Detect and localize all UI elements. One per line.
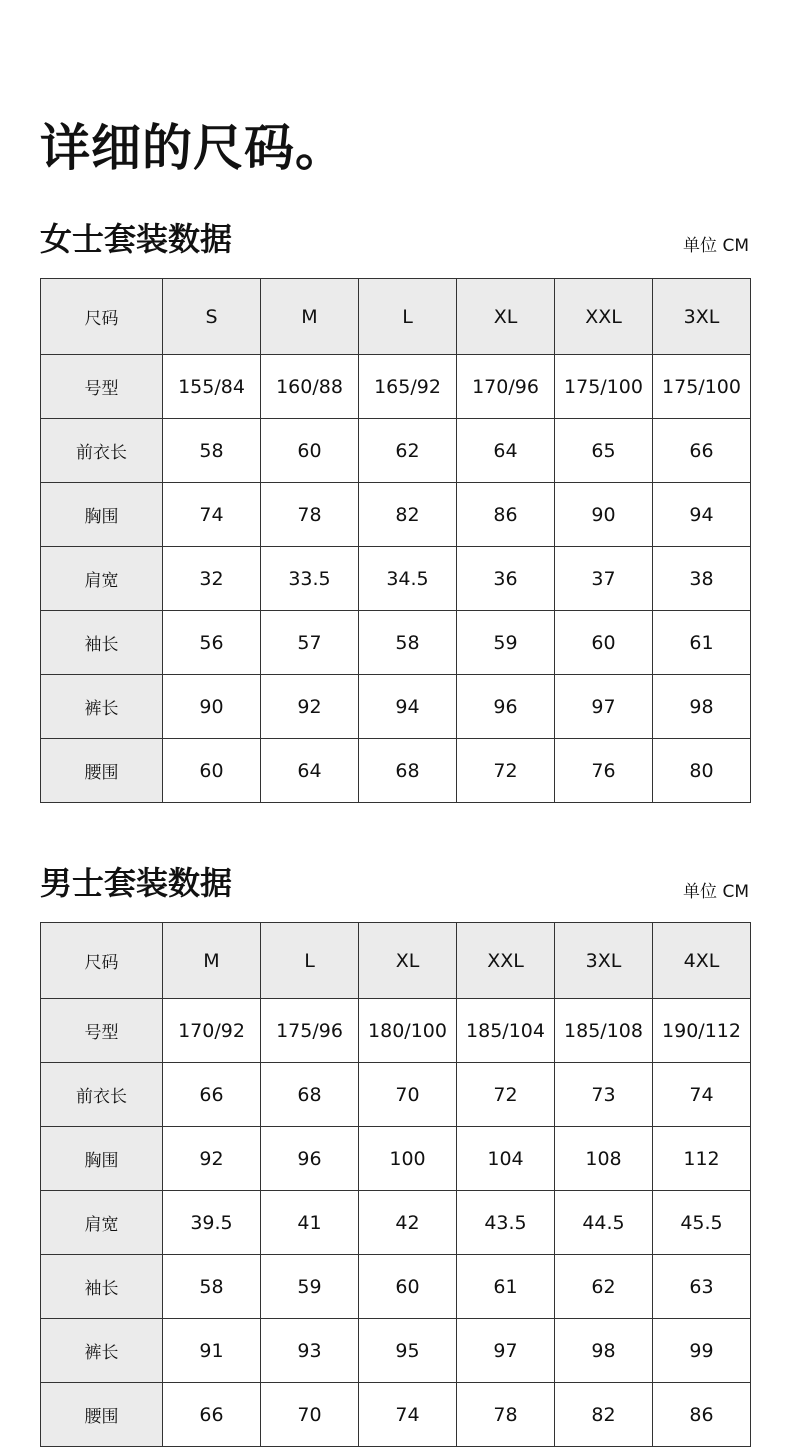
table-cell: 82 (359, 483, 457, 547)
table-cell: 92 (261, 675, 359, 739)
table-cell: 97 (457, 1319, 555, 1383)
row-label: 腰围 (41, 1383, 163, 1447)
table-cell: 42 (359, 1191, 457, 1255)
size-table-men (40, 922, 751, 1447)
table-cell: 60 (261, 419, 359, 483)
table-cell: 74 (163, 483, 261, 547)
table-cell: 78 (261, 483, 359, 547)
table-row (41, 739, 751, 803)
row-label: 号型 (41, 355, 163, 419)
row-label: 裤长 (41, 675, 163, 739)
table-cell: 76 (555, 739, 653, 803)
table-cell: 70 (359, 1063, 457, 1127)
row-label: 号型 (41, 999, 163, 1063)
size-header-row (41, 279, 751, 355)
table-cell: 60 (359, 1255, 457, 1319)
table-cell: 43.5 (457, 1191, 555, 1255)
table-cell: 108 (555, 1127, 653, 1191)
row-label: 裤长 (41, 1319, 163, 1383)
table-cell: 58 (163, 1255, 261, 1319)
table-cell: 32 (163, 547, 261, 611)
size-header-cell: XXL (555, 279, 653, 355)
table-row (41, 547, 751, 611)
section-title-women: 女士套装数据 (40, 220, 233, 258)
table-cell: 62 (555, 1255, 653, 1319)
table-row (41, 1063, 751, 1127)
table-cell: 61 (457, 1255, 555, 1319)
table-row (41, 1127, 751, 1191)
size-header-cell: M (163, 923, 261, 999)
table-cell: 99 (653, 1319, 751, 1383)
row-label: 肩宽 (41, 547, 163, 611)
row-label: 袖长 (41, 1255, 163, 1319)
table-row (41, 1255, 751, 1319)
table-cell: 100 (359, 1127, 457, 1191)
table-cell: 38 (653, 547, 751, 611)
table-cell: 72 (457, 1063, 555, 1127)
table-cell: 58 (359, 611, 457, 675)
table-cell: 170/96 (457, 355, 555, 419)
size-header-corner: 尺码 (41, 923, 163, 999)
size-header-row (41, 923, 751, 999)
table-cell: 74 (359, 1383, 457, 1447)
table-cell: 94 (653, 483, 751, 547)
table-cell: 41 (261, 1191, 359, 1255)
row-label: 胸围 (41, 483, 163, 547)
table-cell: 175/96 (261, 999, 359, 1063)
table-cell: 73 (555, 1063, 653, 1127)
table-cell: 165/92 (359, 355, 457, 419)
table-row (41, 1191, 751, 1255)
table-cell: 62 (359, 419, 457, 483)
table-cell: 68 (359, 739, 457, 803)
table-row (41, 355, 751, 419)
table-cell: 90 (163, 675, 261, 739)
table-cell: 175/100 (653, 355, 751, 419)
table-cell: 61 (653, 611, 751, 675)
table-cell: 82 (555, 1383, 653, 1447)
table-cell: 64 (457, 419, 555, 483)
row-label: 袖长 (41, 611, 163, 675)
table-cell: 97 (555, 675, 653, 739)
table-row (41, 419, 751, 483)
unit-label-men: 单位 CM (683, 882, 749, 902)
size-header-cell: S (163, 279, 261, 355)
table-cell: 170/92 (163, 999, 261, 1063)
table-cell: 66 (163, 1383, 261, 1447)
table-cell: 78 (457, 1383, 555, 1447)
table-row (41, 483, 751, 547)
section-title-men: 男士套装数据 (40, 864, 233, 902)
table-cell: 39.5 (163, 1191, 261, 1255)
row-label: 胸围 (41, 1127, 163, 1191)
table-cell: 180/100 (359, 999, 457, 1063)
table-cell: 93 (261, 1319, 359, 1383)
row-label: 前衣长 (41, 419, 163, 483)
table-cell: 185/104 (457, 999, 555, 1063)
table-cell: 74 (653, 1063, 751, 1127)
size-header-cell: XL (359, 923, 457, 999)
table-cell: 56 (163, 611, 261, 675)
table-cell: 72 (457, 739, 555, 803)
page-title: 详细的尺码。 (40, 119, 346, 177)
table-cell: 44.5 (555, 1191, 653, 1255)
table-cell: 86 (653, 1383, 751, 1447)
size-header-cell: L (359, 279, 457, 355)
table-cell: 34.5 (359, 547, 457, 611)
table-cell: 57 (261, 611, 359, 675)
table-row (41, 675, 751, 739)
table-cell: 90 (555, 483, 653, 547)
table-cell: 36 (457, 547, 555, 611)
table-cell: 45.5 (653, 1191, 751, 1255)
table-row (41, 1319, 751, 1383)
row-label: 前衣长 (41, 1063, 163, 1127)
table-cell: 64 (261, 739, 359, 803)
table-cell: 91 (163, 1319, 261, 1383)
size-header-corner: 尺码 (41, 279, 163, 355)
table-row (41, 1383, 751, 1447)
unit-label-women: 单位 CM (683, 236, 749, 256)
table-cell: 190/112 (653, 999, 751, 1063)
table-cell: 65 (555, 419, 653, 483)
table-row (41, 999, 751, 1063)
row-label: 腰围 (41, 739, 163, 803)
table-cell: 98 (555, 1319, 653, 1383)
table-cell: 80 (653, 739, 751, 803)
size-header-cell: 3XL (555, 923, 653, 999)
table-cell: 98 (653, 675, 751, 739)
table-cell: 37 (555, 547, 653, 611)
table-cell: 68 (261, 1063, 359, 1127)
table-cell: 33.5 (261, 547, 359, 611)
size-header-cell: M (261, 279, 359, 355)
table-cell: 92 (163, 1127, 261, 1191)
table-row (41, 611, 751, 675)
table-cell: 66 (653, 419, 751, 483)
size-header-cell: XL (457, 279, 555, 355)
table-cell: 58 (163, 419, 261, 483)
table-cell: 59 (261, 1255, 359, 1319)
table-cell: 94 (359, 675, 457, 739)
table-cell: 112 (653, 1127, 751, 1191)
table-cell: 63 (653, 1255, 751, 1319)
row-label: 肩宽 (41, 1191, 163, 1255)
table-cell: 104 (457, 1127, 555, 1191)
table-cell: 70 (261, 1383, 359, 1447)
table-cell: 60 (163, 739, 261, 803)
table-cell: 86 (457, 483, 555, 547)
size-header-cell: 4XL (653, 923, 751, 999)
table-cell: 160/88 (261, 355, 359, 419)
size-table-women (40, 278, 751, 803)
table-cell: 96 (457, 675, 555, 739)
table-cell: 96 (261, 1127, 359, 1191)
size-header-cell: L (261, 923, 359, 999)
table-cell: 95 (359, 1319, 457, 1383)
table-cell: 185/108 (555, 999, 653, 1063)
table-cell: 155/84 (163, 355, 261, 419)
table-cell: 60 (555, 611, 653, 675)
size-header-cell: XXL (457, 923, 555, 999)
size-header-cell: 3XL (653, 279, 751, 355)
table-cell: 59 (457, 611, 555, 675)
table-cell: 66 (163, 1063, 261, 1127)
table-cell: 175/100 (555, 355, 653, 419)
